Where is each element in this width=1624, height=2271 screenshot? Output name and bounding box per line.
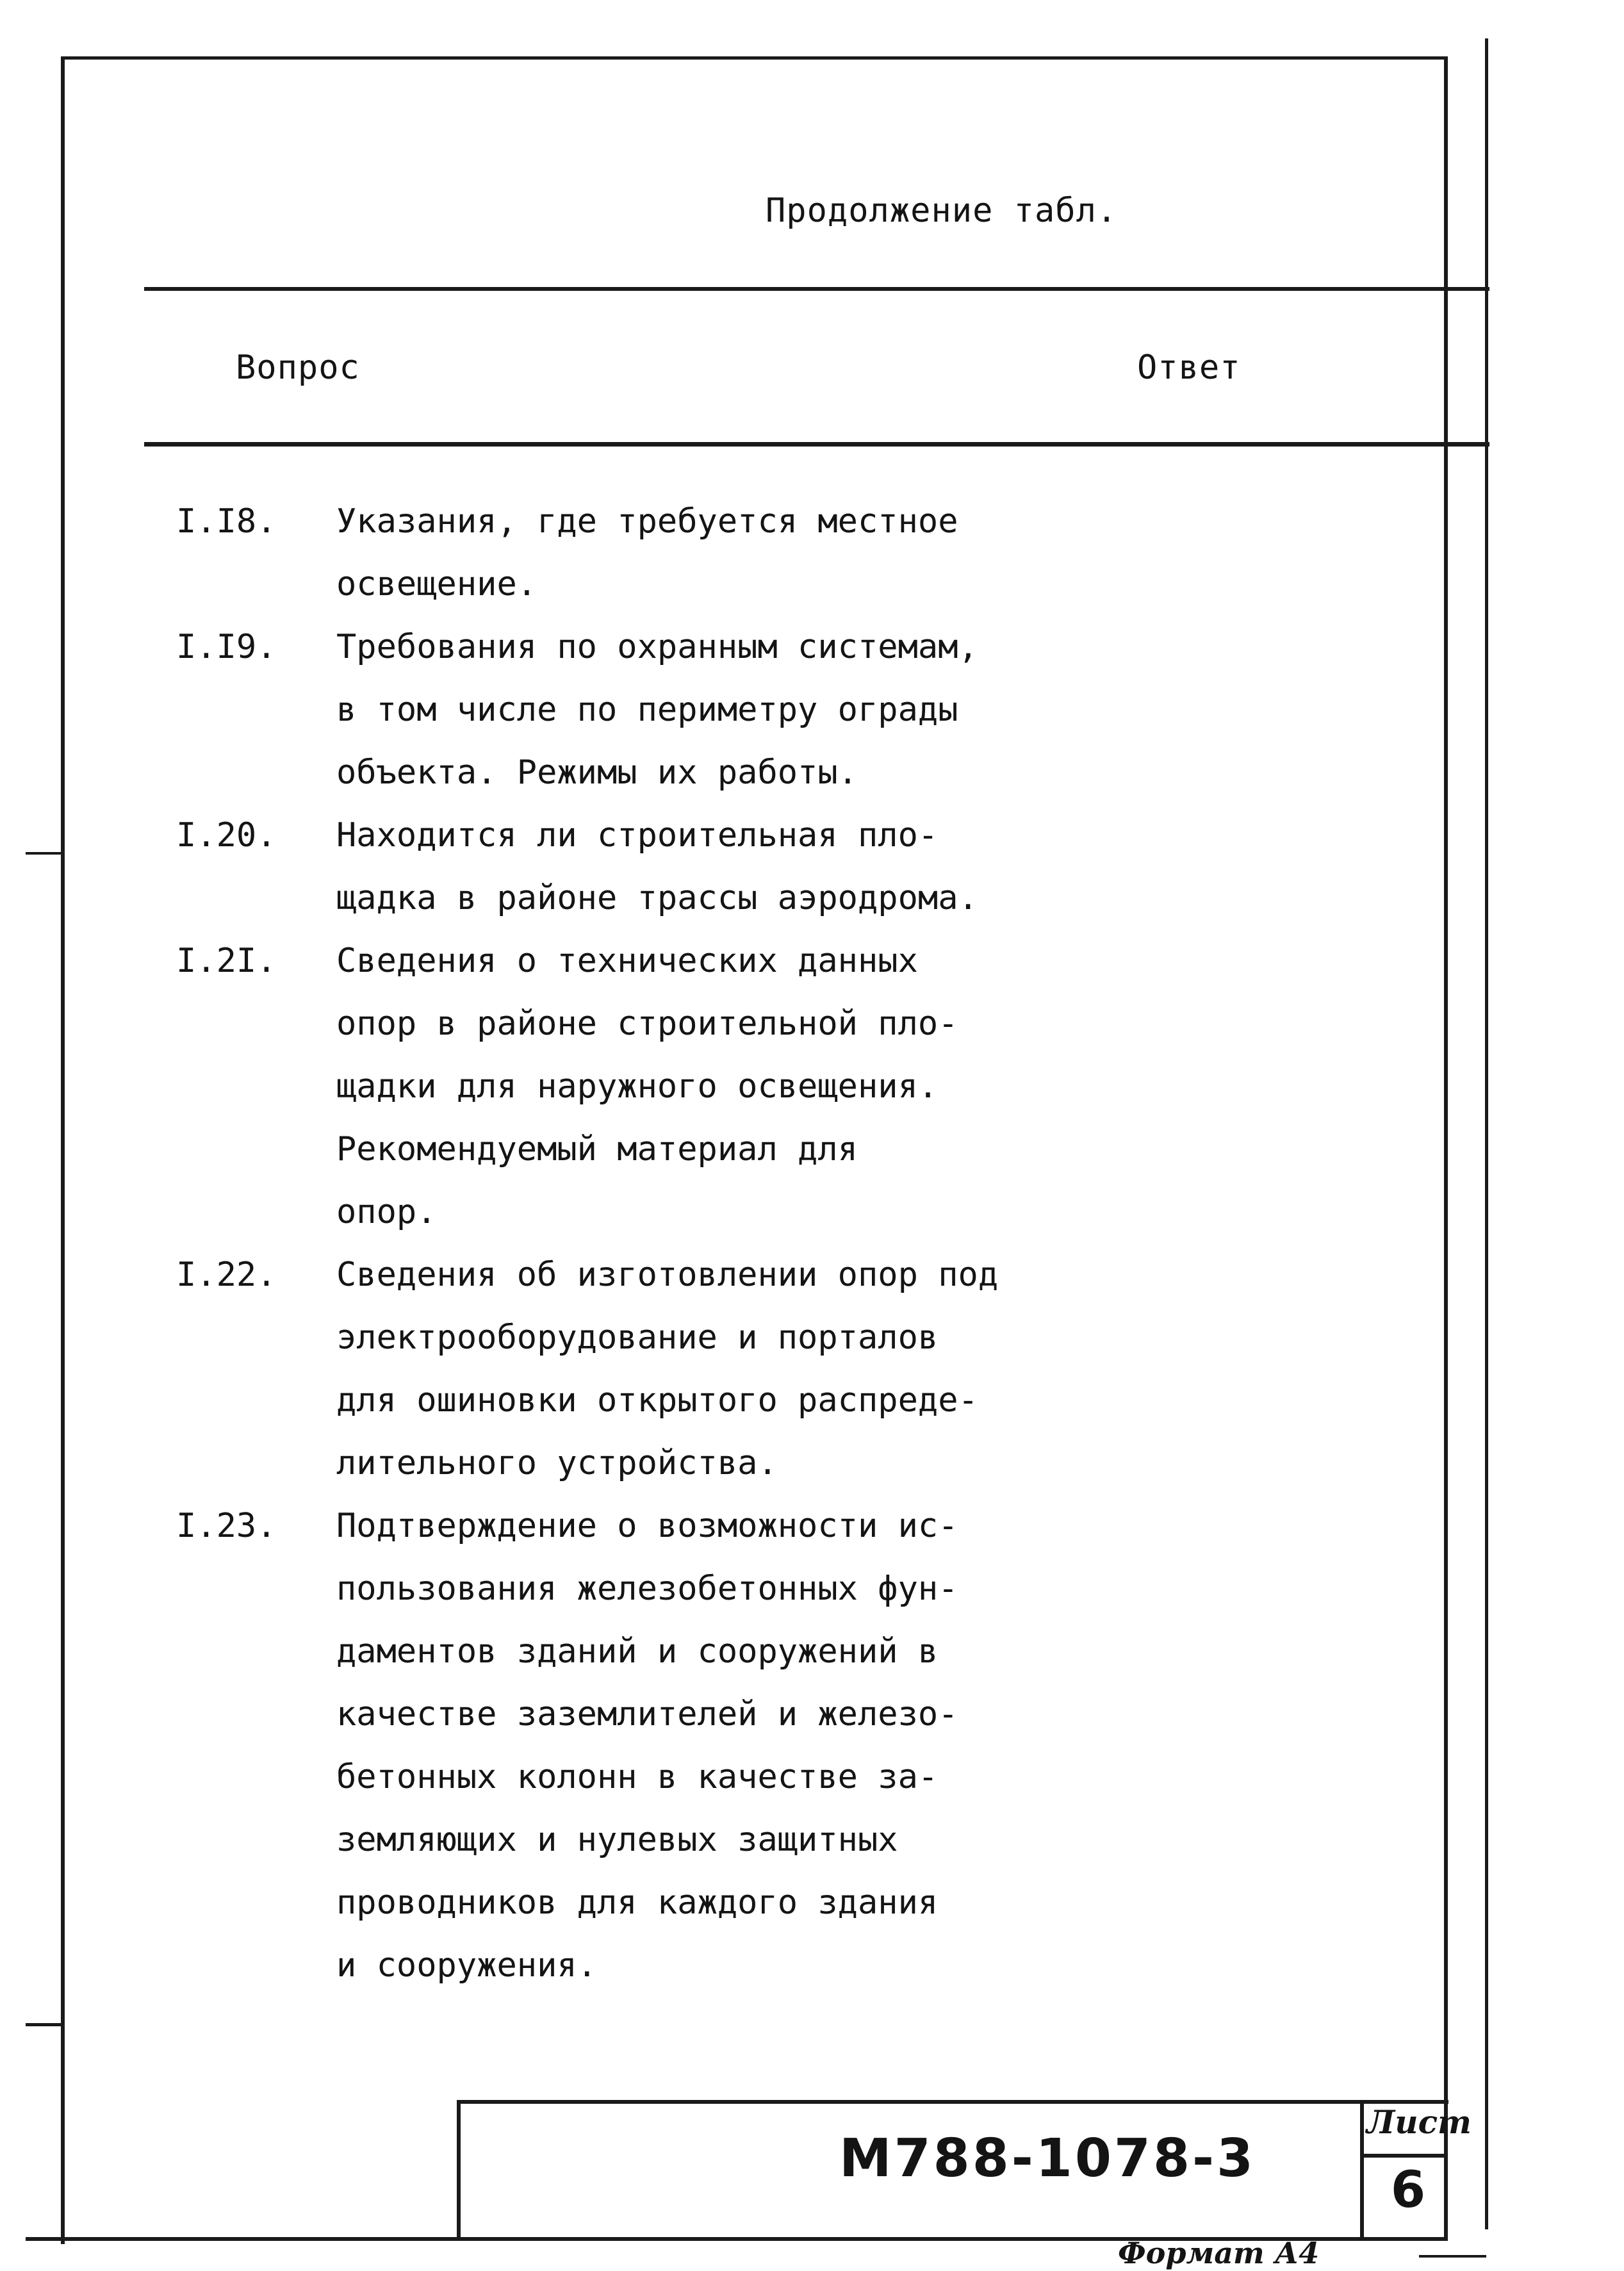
question-text-line: Сведения о технических данных bbox=[336, 942, 918, 980]
question-text-line: земляющих и нулевых защитных bbox=[336, 1821, 898, 1859]
question-text-line: опор. bbox=[336, 1193, 437, 1231]
question-text-line: Рекомендуемый материал для bbox=[336, 1130, 858, 1168]
question-number: I.2I. bbox=[176, 942, 277, 980]
question-text-line: проводников для каждого здания bbox=[336, 1883, 939, 1922]
sheet-number: 6 bbox=[1390, 2161, 1426, 2219]
question-text-line: и сооружения. bbox=[336, 1946, 597, 1985]
question-number: I.23. bbox=[176, 1507, 277, 1545]
question-number: I.22. bbox=[176, 1256, 277, 1294]
outer-bottom-border bbox=[1419, 2255, 1486, 2258]
column-header-question: Вопрос bbox=[236, 348, 360, 387]
margin-tick bbox=[26, 852, 61, 855]
table-continuation-label: Продолжение табл. bbox=[766, 192, 1118, 230]
question-number: I.20. bbox=[176, 816, 277, 855]
sheet-box-divider bbox=[1360, 2154, 1445, 2158]
question-text-line: щадка в районе трассы аэродрома. bbox=[336, 879, 978, 917]
frame-left-border bbox=[61, 56, 65, 2244]
table-header-bottom-rule bbox=[144, 442, 1489, 447]
question-text-line: бетонных колонн в качестве за- bbox=[336, 1758, 939, 1796]
question-text-line: объекта. Режимы их работы. bbox=[336, 753, 858, 792]
question-number: I.I8. bbox=[176, 502, 277, 541]
margin-tick bbox=[26, 2023, 61, 2026]
question-text-line: Указания, где требуется местное bbox=[336, 502, 958, 541]
question-text-line: электрооборудование и порталов bbox=[336, 1318, 939, 1357]
question-text-line: пользования железобетонных фун- bbox=[336, 1570, 958, 1608]
table-header-top-rule bbox=[144, 287, 1489, 291]
frame-top-border bbox=[61, 56, 1448, 60]
question-text-line: щадки для наружного освещения. bbox=[336, 1067, 939, 1106]
question-text-line: Сведения об изготовлении опор под bbox=[336, 1256, 999, 1294]
question-text-line: освещение. bbox=[336, 565, 537, 603]
question-text-line: лительного устройства. bbox=[336, 1444, 778, 1482]
column-header-answer: Ответ bbox=[1137, 348, 1241, 387]
document-code: М788-1078-3 bbox=[839, 2128, 1256, 2189]
paper-format-label: Формат А4 bbox=[1118, 2236, 1320, 2270]
sheet-label: Лист bbox=[1366, 2103, 1472, 2141]
frame-right-border bbox=[1444, 56, 1448, 2241]
question-text-line: качестве заземлителей и железо- bbox=[336, 1695, 958, 1734]
question-text-line: Подтверждение о возможности ис- bbox=[336, 1507, 958, 1545]
outer-right-border bbox=[1485, 38, 1488, 2229]
question-text-line: в том числе по периметру ограды bbox=[336, 691, 958, 729]
question-text-line: Находится ли строительная пло- bbox=[336, 816, 939, 855]
question-text-line: даментов зданий и сооружений в bbox=[336, 1632, 939, 1671]
question-text-line: для ошиновки открытого распреде- bbox=[336, 1381, 978, 1420]
question-number: I.I9. bbox=[176, 628, 277, 666]
question-text-line: опор в районе строительной пло- bbox=[336, 1004, 958, 1043]
question-text-line: Требования по охранным системам, bbox=[336, 628, 978, 666]
